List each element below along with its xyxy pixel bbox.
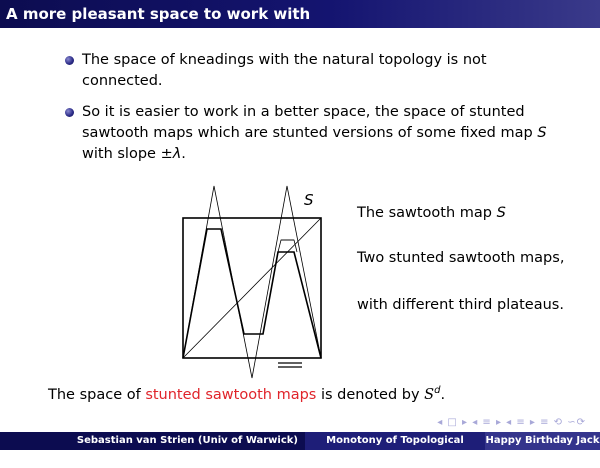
bottom-highlight: stunted sawtooth maps xyxy=(145,386,317,403)
beamer-nav-icons[interactable]: ◂ □ ▸ ◂ ≡ ▸ ◂ ≡ ▸ ≡ ⟲ ∽⟳ xyxy=(437,417,586,428)
side-label-1-text: The sawtooth map xyxy=(357,205,497,221)
footer-bar xyxy=(0,432,600,464)
bullet-2-text: So it is easier to work in a better space, the space of stunted sawtooth maps which are stunted versions of some fixed map xyxy=(82,104,538,141)
stunted-map-1 xyxy=(183,229,321,358)
bottom-end: . xyxy=(440,386,446,403)
bottom-math: S xyxy=(424,386,435,403)
footer-talk: Monotony of Topological Entropy xyxy=(305,432,485,450)
bullet-2-text-end: . xyxy=(181,146,186,162)
bottom-before: The space of xyxy=(48,386,146,403)
sawtooth-figure xyxy=(170,183,340,383)
frame-title-bar xyxy=(0,0,600,28)
bullet-2-math-slope: ±λ xyxy=(160,146,182,162)
diagonal xyxy=(183,218,321,358)
side-label-3: with different third plateaus. xyxy=(357,297,564,313)
bottom-statement xyxy=(48,385,445,403)
bullet-item-2 xyxy=(62,102,562,165)
bullet-2-text-middle: with slope xyxy=(82,146,161,162)
bottom-sup: d xyxy=(434,385,441,396)
side-label-1-math: S xyxy=(496,205,506,221)
map-label-s: S xyxy=(304,191,314,209)
footer-occasion: Happy Birthday Jack xyxy=(485,432,600,450)
side-label-1 xyxy=(357,205,506,221)
sawtooth-map xyxy=(183,186,321,378)
side-label-2: Two stunted sawtooth maps, xyxy=(357,250,565,266)
bullet-item-1 xyxy=(62,50,562,92)
frame-title: A more pleasant space to work with xyxy=(6,5,311,23)
bottom-after: is denoted by xyxy=(316,386,425,403)
footer-author: Sebastian van Strien (Univ of Warwick) xyxy=(0,432,305,450)
bullet-list xyxy=(62,50,562,175)
stunted-map-2 xyxy=(278,240,297,252)
bullet-1-text: The space of kneadings with the natural topology is not connected. xyxy=(82,52,487,89)
bullet-2-math-s: S xyxy=(537,125,547,141)
